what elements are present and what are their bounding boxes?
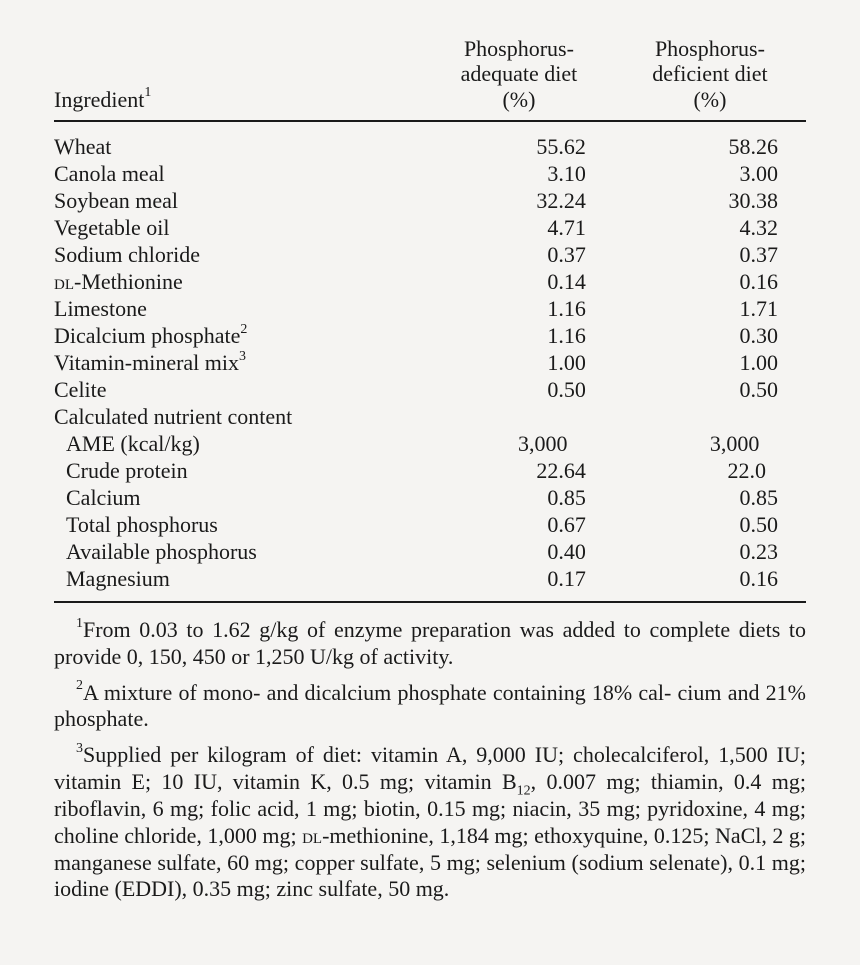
- ingredient-header-label: Ingredient: [54, 86, 145, 112]
- table-row: [54, 485, 806, 512]
- adequate-value: 32.24: [536, 187, 586, 213]
- adequate-value: 4.71: [547, 214, 586, 240]
- footnote-ref: 1: [144, 85, 152, 101]
- deficient-value: 1.00: [739, 349, 778, 375]
- small-caps-prefix: dl: [54, 268, 74, 294]
- table-row: [54, 161, 806, 188]
- ingredient-name: Celite: [54, 376, 107, 402]
- adequate-value: 0.85: [547, 484, 586, 510]
- deficient-value: 30.38: [728, 187, 778, 213]
- adequate-value: 3.10: [547, 160, 586, 186]
- footnote-marker: 2: [76, 678, 83, 694]
- deficient-value: 0.30: [739, 322, 778, 348]
- nutrient-name: Available phosphorus: [66, 538, 257, 564]
- ingredient-name: Soybean meal: [54, 187, 179, 213]
- table-row: [54, 350, 806, 377]
- deficient-value: 0.50: [739, 376, 778, 402]
- table-row: [54, 539, 806, 566]
- ingredient-name: Wheat: [54, 133, 112, 159]
- deficient-value: 0.23: [739, 538, 778, 564]
- ingredient-name: Limestone: [54, 295, 147, 321]
- table-row: [54, 215, 806, 242]
- adequate-value: 0.40: [547, 538, 586, 564]
- header-unit: (%): [502, 86, 536, 112]
- adequate-value: 0.50: [547, 376, 586, 402]
- adequate-value: 1.16: [547, 295, 586, 321]
- nutrient-name: Calcium: [66, 484, 141, 510]
- table-row: [54, 121, 806, 161]
- ingredient-name: Sodium chloride: [54, 241, 201, 267]
- diet-composition-table-wrap: [54, 36, 806, 603]
- header-line: Phosphorus-: [463, 36, 574, 61]
- footnotes: [54, 617, 806, 912]
- footnote-indent: [54, 742, 76, 767]
- adequate-diet-header: [424, 36, 614, 121]
- table-header-row: [54, 36, 806, 121]
- deficient-value: 22.0: [727, 457, 766, 483]
- ingredient-name: [54, 350, 424, 377]
- diet-composition-table: [54, 36, 806, 603]
- ingredient-name: [54, 323, 424, 350]
- ingredient-name: Vegetable oil: [54, 214, 170, 240]
- footnote-3: [54, 742, 806, 903]
- adequate-value: 55.62: [536, 133, 586, 159]
- deficient-value: 0.37: [739, 241, 778, 267]
- footnote-text: A mixture of mono- and dicalcium phosphate containing 18% cal- cium and 21% phosphate.: [54, 679, 806, 732]
- deficient-value: 3.00: [739, 160, 778, 186]
- adequate-value: 22.64: [536, 457, 586, 483]
- table-row: [54, 296, 806, 323]
- deficient-value: 0.50: [739, 511, 778, 537]
- adequate-value: 0.17: [547, 565, 586, 591]
- footnote-1: [54, 617, 806, 671]
- table-row: [54, 458, 806, 485]
- header-line: Phosphorus-: [654, 36, 765, 61]
- ingredient-name-rest: -Methionine: [74, 268, 183, 294]
- ingredient-name: [54, 269, 424, 296]
- deficient-value: 3,000: [709, 430, 760, 456]
- small-caps-prefix: dl: [302, 822, 323, 848]
- footnote-ref: 3: [239, 348, 247, 364]
- table-row: [54, 377, 806, 404]
- nutrient-name: Magnesium: [66, 565, 170, 591]
- nutrient-name: Crude protein: [66, 457, 188, 483]
- adequate-value: 0.37: [547, 241, 586, 267]
- table-row: [54, 566, 806, 602]
- table-row: [54, 269, 806, 296]
- header-unit: (%): [693, 86, 727, 112]
- ingredient-header: [54, 36, 424, 121]
- table-row: [54, 188, 806, 215]
- footnote-text: , 0.007 mg; thiamin, 0.4 mg; riboflavin, 6 mg; folic acid, 1 mg; biotin, 0.15 mg; niacin, 35 mg; pyridoxine, 4 mg; choline chloride, 1,000 mg;: [54, 769, 806, 848]
- footnote-marker: 1: [76, 615, 83, 631]
- deficient-value: 58.26: [728, 133, 778, 159]
- table-row: [54, 323, 806, 350]
- nutrient-name: Total phosphorus: [66, 511, 218, 537]
- table-row: [54, 512, 806, 539]
- header-line: deficient diet: [652, 61, 768, 87]
- footnote-2: [54, 680, 806, 734]
- subscript: 12: [516, 783, 531, 799]
- deficient-diet-header: [614, 36, 806, 121]
- ingredient-name-text: Vitamin-mineral mix: [54, 349, 240, 375]
- footnote-indent: [54, 680, 76, 705]
- adequate-value: 0.14: [547, 268, 586, 294]
- adequate-value: 1.00: [547, 349, 586, 375]
- deficient-value: 1.71: [739, 295, 778, 321]
- adequate-value: 3,000: [518, 430, 568, 456]
- footnote-marker: 3: [76, 740, 83, 756]
- table-row: [54, 431, 806, 458]
- deficient-value: 0.85: [739, 484, 778, 510]
- calculated-nutrient-heading: Calculated nutrient content: [54, 403, 293, 429]
- footnote-text: Supplied per kilogram of diet: vitamin A, 9,000 IU; cholecalciferol, 1,500 IU; vitamin E; 10 IU, vitamin K, 0.5 mg; vitamin B: [54, 742, 806, 795]
- footnote-indent: [54, 617, 76, 642]
- header-line: adequate diet: [460, 61, 578, 87]
- deficient-value: 4.32: [739, 214, 778, 240]
- footnote-ref: 2: [240, 321, 248, 337]
- ingredient-name-text: Dicalcium phosphate: [54, 322, 241, 348]
- footnote-text: From 0.03 to 1.62 g/kg of enzyme preparation was added to complete diets to provide 0, 150, 450 or 1,250 U/kg of activity.: [54, 617, 806, 669]
- section-header-row: [54, 404, 806, 431]
- table-row: [54, 242, 806, 269]
- adequate-value: 1.16: [547, 322, 586, 348]
- deficient-value: 0.16: [739, 268, 778, 294]
- ingredient-name: Canola meal: [54, 160, 165, 186]
- adequate-value: 0.67: [547, 511, 586, 537]
- deficient-value: 0.16: [739, 565, 778, 591]
- nutrient-name: AME (kcal/kg): [66, 430, 200, 456]
- footnote-text: -methionine, 1,184 mg; ethoxyquine, 0.125; NaCl, 2 g; manganese sulfate, 60 mg; copper sulfate, 5 mg; selenium (sodium selenate), 0.1 mg; iodine (EDDI), 0.35 mg; zinc sulfate, 50 mg.: [54, 822, 807, 902]
